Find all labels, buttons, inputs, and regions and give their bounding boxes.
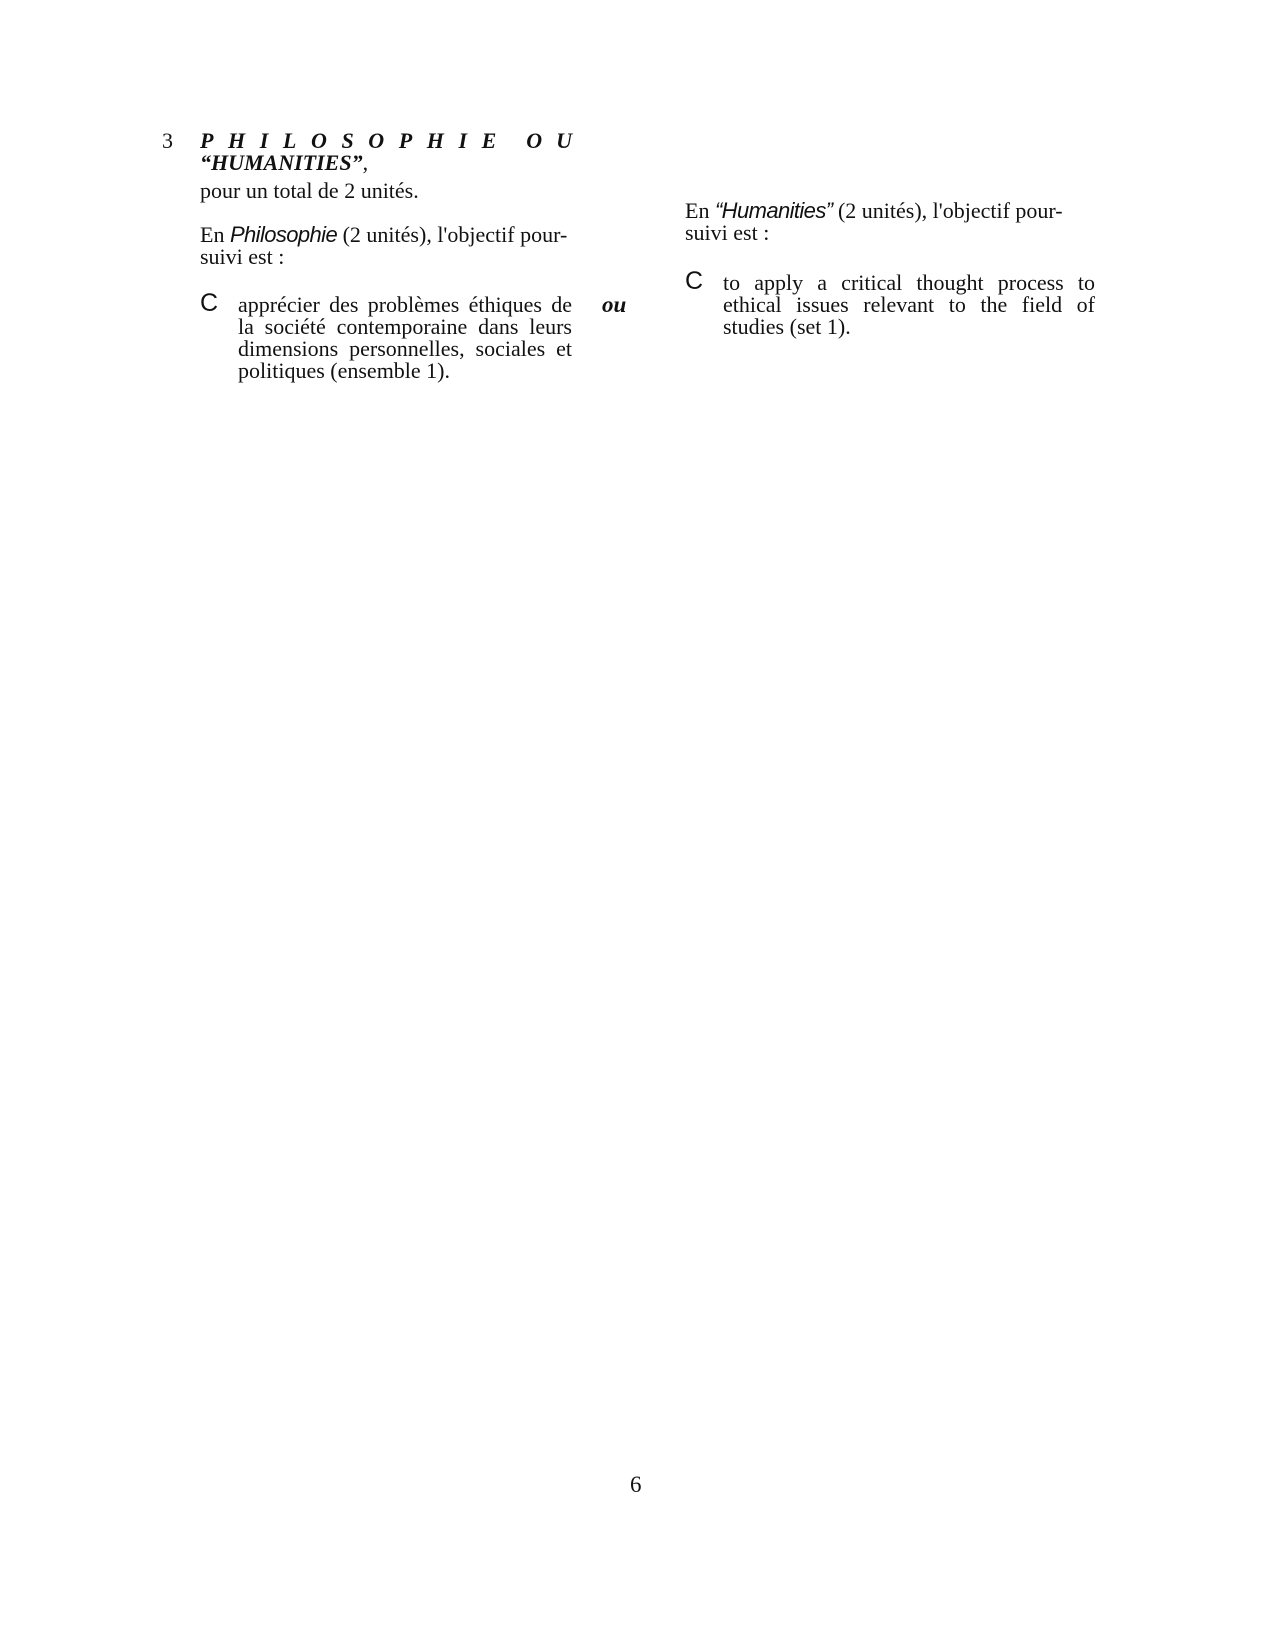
english-intro-rest: (2 unités), l'objectif pour- bbox=[832, 198, 1063, 223]
english-intro-term: “Humanities” bbox=[714, 198, 833, 223]
french-item-line: dimensions personnelles, sociales et bbox=[238, 336, 572, 361]
french-item-line: la société contemporaine dans leurs bbox=[238, 314, 572, 339]
section-subtitle: pour un total de 2 unités. bbox=[200, 178, 419, 203]
column-separator-ou: ou bbox=[602, 292, 627, 317]
heading-word-ou: OU bbox=[526, 128, 586, 153]
heading-comma: , bbox=[362, 150, 369, 175]
french-intro bbox=[200, 224, 572, 268]
french-bullet-icon: C bbox=[200, 289, 219, 317]
french-intro-term: Philosophie bbox=[229, 222, 338, 247]
heading-humanities: “HUMANITIES” bbox=[200, 150, 363, 175]
english-intro bbox=[685, 200, 1095, 244]
french-intro-prefix: En bbox=[200, 222, 230, 247]
english-item-line: studies (set 1). bbox=[723, 314, 851, 339]
french-item-line: politiques (ensemble 1). bbox=[238, 358, 451, 383]
french-intro-rest: (2 unités), l'objectif pour- bbox=[337, 222, 568, 247]
section-heading bbox=[200, 128, 586, 175]
english-objective-item bbox=[723, 272, 1095, 338]
heading-word-philosophie: PHILOSOPHIE bbox=[200, 128, 511, 153]
french-item-line: apprécier des problèmes éthiques de bbox=[238, 292, 572, 317]
french-objective-item bbox=[238, 294, 572, 382]
english-bullet-icon: C bbox=[685, 267, 704, 295]
english-item-line: to apply a critical thought process to bbox=[723, 270, 1095, 295]
english-item-line: ethical issues relevant to the field of bbox=[723, 292, 1095, 317]
section-number: 3 bbox=[162, 128, 173, 153]
french-intro-line2: suivi est : bbox=[200, 244, 285, 269]
page-number: 6 bbox=[630, 1472, 642, 1497]
english-intro-line2: suivi est : bbox=[685, 220, 770, 245]
english-intro-prefix: En bbox=[685, 198, 715, 223]
